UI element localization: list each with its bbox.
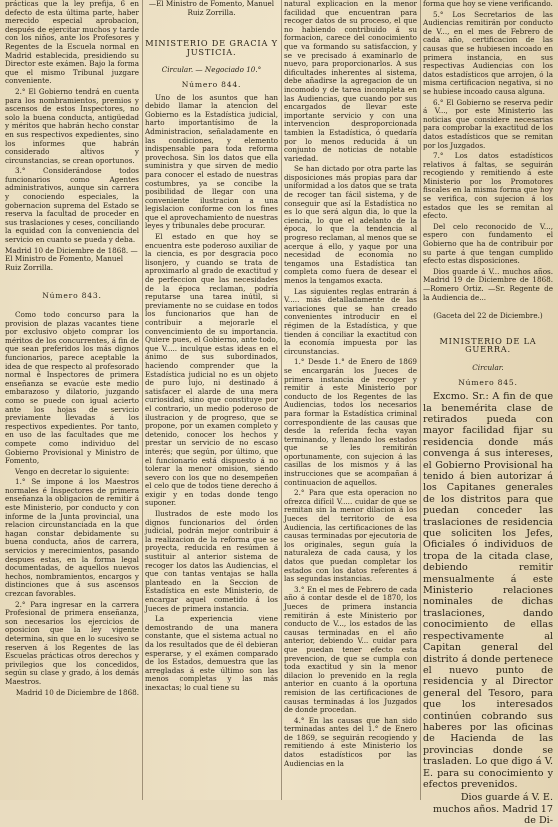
gazette-reference: (Gaceta del 22 de Diciembre.) bbox=[433, 311, 543, 321]
paragraph: natural explicacion en la menor facilidad que encuentran para recoger datos de su proceso, el que no habiendo contribuido á su formacion, carece del conocimiento que va formando su satisfaccion, y se ve precisado á examinarlo de nuevo, para proporcionarlos. A sus dificultades inherentes al sistema, debe añadirse la agregacion de un incomodo y de tarea incompleta en las Audiencias, que cuando por sus encargados de llevar este importante servicio y con una intervencion desproporcionada tambien la Estadística, ó quedaría por lo menos reducida á un conjunto de noticias de notable variedad. bbox=[284, 0, 417, 163]
decree-number: Número 843. bbox=[42, 291, 102, 301]
paragraph: forma que hoy se viene verificando. bbox=[423, 0, 553, 8]
ministry-heading: MINISTERIO DE GRACIA Y JUSTICIA. bbox=[145, 38, 278, 57]
paragraph: 5.° Los Secretarios de las Audiencias remitirán por conducto de V..., en el mes de Febrero de cada año, certificacion de las causas que se hubiesen incoado en primera instancia, en sus respectivas Audiencias con los datos estadísticos que arrojen, ó la misma certificacion negativa, si no se hubiese incoado causa alguna. bbox=[423, 9, 553, 96]
paragraph: 2.° Para que esta operacion no ofrezca difícil V..... cuidar de que se remitan sin la menor dilacion á los Jueces del territorio de esa Audiencia, las certificaciones de las causas terminadas por ejecutoria de los originales, segun guía la naturaleza de cada causa, y los datos que puedan completar los estados con los datos referentes á las segundas instancias. bbox=[284, 488, 417, 584]
signature: Madrid 10 de Diciembre de 1868. bbox=[15, 687, 139, 697]
paragraph: 3.° En el mes de Febrero de cada año á contar desde el de 1870, los Jueces de primera instancia remitirán á este Ministerio por conducto de V..., los estados de las causas terminadas en el año anterior, debiendo V... cuidar para que puedan tener efecto esta prevencion, de que se cumpla con toda exactitud y sin la menor dilacion lo prevenido en la regla anterior en cuanto á la oportuna remision de las certificaciones de causas terminadas á los Juzgados de donde procedan. bbox=[284, 584, 417, 715]
paragraph: Las siguientes reglas entrarán á V..... más detalladamente de las variaciones que se han creado convenientes introducir en el régimen de la Estadística, y que tienden á conciliar la exactitud con la economía impuesta por las circunstancias. bbox=[284, 286, 417, 356]
paragraph: 3.° Considerándose todos funcionarios como Agentes administrativos, aunque sin carrera y conociendo especiales, la gobernacion suprema del Estado se reserva la facultad de proceder en sus traslaciones y ceses, conciliando la equidad con la conveniencia del servicio en cuanto se pueda y deba. bbox=[5, 166, 139, 245]
circular-heading: Circular. — Negociado 10.° bbox=[161, 65, 262, 75]
paragraph: Ilustrados de este modo los dignos funcionarios del órden judicial, podrán mejor contribuir á la realizacion de la reforma que se proyecta, reducida en resúmen á sustituir al anterior sistema de recoger los datos las Audiencias, el que con tantas ventajas se halla planteado en la Seccion de Estadística en este Ministerio, de encargar aquel cometido á los Jueces de primera instancia. bbox=[145, 509, 278, 613]
signature: Dios guarde á V. E. muchos años. Madrid 17 de Di- bbox=[432, 792, 553, 827]
signature: Madrid 10 de Diciembre de 1868. —El Ministro de Fomento, Manuel Ruiz Zorrilla. bbox=[5, 245, 138, 272]
signature: Dios guarde á V... muchos años. Madrid 19 de Diciembre de 1868. —Romero Ortiz. —Sr. Regente de la Audiencia de... bbox=[423, 266, 553, 302]
paragraph: 4.° En las causas que han sido terminadas antes del 1.° de Enero de 1869, se seguirán recogiendo y remitiendo á este Ministerio los datos estadísticos por las Audiencias en la bbox=[284, 715, 417, 768]
paragraph: 2.° Para ingresar en la carrera Profesional de primera enseñanza, son necesarios los ejercicios de oposicion que la ley vigente determina, sin que en lo sucesivo se reserven á los Regentes de las Escuelas prácticas otros derechos y privilegios que los concedidos, según su clase y grado, á los demás Maestros. bbox=[5, 599, 139, 686]
paragraph: La experiencia viene demostrando de una manera constante, que el sistema actual no da los resultados que de él debieran esperarse, y el exámen comparado de los Estados, demuestra que las arregladas á este último son las menos completas y las más inexactas; lo cual tiene su bbox=[145, 614, 278, 692]
paragraph: 1.° Desde 1.° de Enero de 1869 se encargarán los Jueces de primera instancia de recoger y remitir á este Ministerio por conducto de los Regentes de las Audiencias, todos los necesarios para formar la Estadística criminal correspondiente de las causas que desde la referida fecha vayan terminando, y llenando los estados que se les remitirán oportunamente, con sujecion á las casillas de los mismos y á las instrucciones que se acompañan á continuacion de aquellos. bbox=[284, 357, 417, 487]
paragraph: 1.° Se impone á los Maestros normales é Inspectores de primera enseñanza la obligacion de remitir á este Ministerio, por conducto y con informe de la Junta provincial, una relacion circunstanciada en la que hagan constar debidamente su buena conducta, años de carrera, servicios y merecimientos, pasando despues estas, en la forma legal documentadas, de aquellos nuevos hechos, nombramientos, encargos y distinciones que á sus ascensos crezcan favorables. bbox=[5, 477, 139, 598]
signature: —El Ministro de Fomento, Manuel Ruiz Zorrilla. bbox=[148, 0, 275, 17]
decree-number: Número 845. bbox=[458, 377, 518, 387]
paragraph: 2.° El Gobierno tendrá en cuenta para los nombramientos, premios y ascensos de estos Inspectores, no solo la buena conducta, antigüedad y méritos que habrán hecho constar en sus respectivos expedientes, sino los informes que habrán considerado altivos y circunstancias, se crean oportunos. bbox=[5, 86, 139, 165]
paragraph: Excmo. Sr.: A fin de que la benemérita clase de retirados pueda con mayor facilidad fijar su residencia donde más convenga á sus intereses, el Gobierno Provisional ha tenido á bien autorizar á los Capitanes generales de los distritos para que puedan conceder las traslaciones de residencia que soliciten los Jefes, Oficiales ó individuos de tropa de la citada clase, debiendo remitir mensualmente á este Ministerio relaciones nominales de dichas traslaciones, dando conocimiento de ellas respectivamente al Capitan general del distrito á donde pertenece el nuevo punto de residencia y al Director general del Tesoro, para que los interesados continúen cobrando sus haberes por las oficinas de Hacienda de las provincias donde se trasladen. Lo que digo á V. E. para su conocimiento y efectos prevenidos. bbox=[423, 391, 553, 790]
paragraph: Como todo concurso para la provision de plazas vacantes tiene por exclusivo objeto comprar los méritos de los concurrentes, á fin de que sean preferidos los más dignos funcionarios, parece aceptable la idea de que respecto al profesorado normal é Inspectores de primera enseñanza se evacúe este medio embarazoso y dilatorio, juzgando como se puede con igual acierto ante los hojas de servicio previamente llevadas á los respectivos expedientes. Por tanto, en uso de las facultades que me compete como individuo del Gobierno Provisional y Ministro de Fomento, bbox=[5, 310, 139, 466]
paragraph: El estado en que hoy se encuentra este poderoso auxiliar de la ciencia, es por desgracia poco lisonjero, y cuando se trata de aproximarlo al grado de exactitud y de perfeccion que las necesidades de la época reclaman, podría reputarse una tarea inútil, si previamente no se cuidase en todos los funcionarios que han de contribuir a mejorarle el convencimiento de su importancia. Quiere pues, el Gobierno, ante todo, que V..... inculque estas ideas en el ánimo de sus subordinados, haciendo comprender que la Estadística judicial no es un objeto de puro lujo, ni destinado á satisfacer el alarde de una mera curiosidad, sino que constituye por el contrario, un medio poderoso de ilustracion y de progreso, que se propone, por un examen completo y detenido, conocer los hechos y prestar un servicio de no escaso interés; que según, por último, que el funcionario está dispuesto á no tolerar la menor omision, siendo severo con los que no desempeñen el celo que de todos tiene derecho á exigir y en todas donde tengo suponer. bbox=[145, 232, 278, 508]
paragraph: Uno de los asuntos que han debido llamar la atencion del Gobierno es la Estadística judicial, harto importantísimo de la Administracion, señaladamente en las condiciones, y elemento indispensable para toda reforma provechosa. Sin los datos que ella suministra y que sirven de medio para conocer el estado de nuestras costumbres, ya se concibe la posibilidad de llegar con una conveniente ilustracion a una legislacion conforme con los fines que el aprovechamiento de nuestras leyes y tribunales debe procurar. bbox=[145, 92, 278, 231]
paragraph: Se han dictado por otra parte las disposiciones más propias para dar uniformidad a los datos que se trata de recoger tan fácil sistema, y de conseguir que así la Estadística no es lo que será algun dia, lo que la ciencia, lo que el adelanto de la época, lo que la tendencia al progreso reclaman, al menos que se acerque á ello, y yaque por una necesidad de economía no tengamos una Estadística tan completa como fuera de desear el menos la tengamos exacta. bbox=[284, 164, 417, 285]
column-3 bbox=[281, 0, 420, 800]
paragraph: 6.° El Gobierno se reserva pedir á V..., por este Ministerio las noticias que considere necesarias para comprobar la exactitud de los datos estadísticos que se remitan por los Juzgados. bbox=[423, 97, 553, 150]
paragraph: Del celo reconocido de V..., espero con fundamento el Gobierno que ha de contribuir por su parte á que tengan cumplido efecto estas disposiciones. bbox=[423, 221, 553, 266]
paragraph: prácticas que la ley prefija, 6 en defecto de esta última parte, haber merecido especial aprobacion, después de ejercitar muchos y tarde con los niños, ante los Profesores y Regentes de la Escuela normal en Madrid establecida, presidiendo su Director este exámen. Bajo la forma que el mismo Tribunal juzgare conveniente. bbox=[5, 0, 139, 86]
circular-heading: Circular. bbox=[472, 362, 504, 372]
paragraph: Vengo en decretar lo siguiente: bbox=[15, 466, 130, 476]
column-4 bbox=[420, 0, 556, 827]
column-2 bbox=[142, 0, 281, 800]
column-1 bbox=[2, 0, 142, 800]
ministry-heading: MINISTERIO DE LA GUERRA. bbox=[439, 335, 537, 355]
paragraph: 7.° Los datos estadísticos relativos á faltas, se seguirán recogiendo y remitiendo á este Ministerio por los Promotores fiscales en la misma forma que hoy se verifica, con sujecion á los estados que les se remitan al efecto. bbox=[423, 151, 553, 221]
decree-number: Número 844. bbox=[181, 79, 242, 89]
